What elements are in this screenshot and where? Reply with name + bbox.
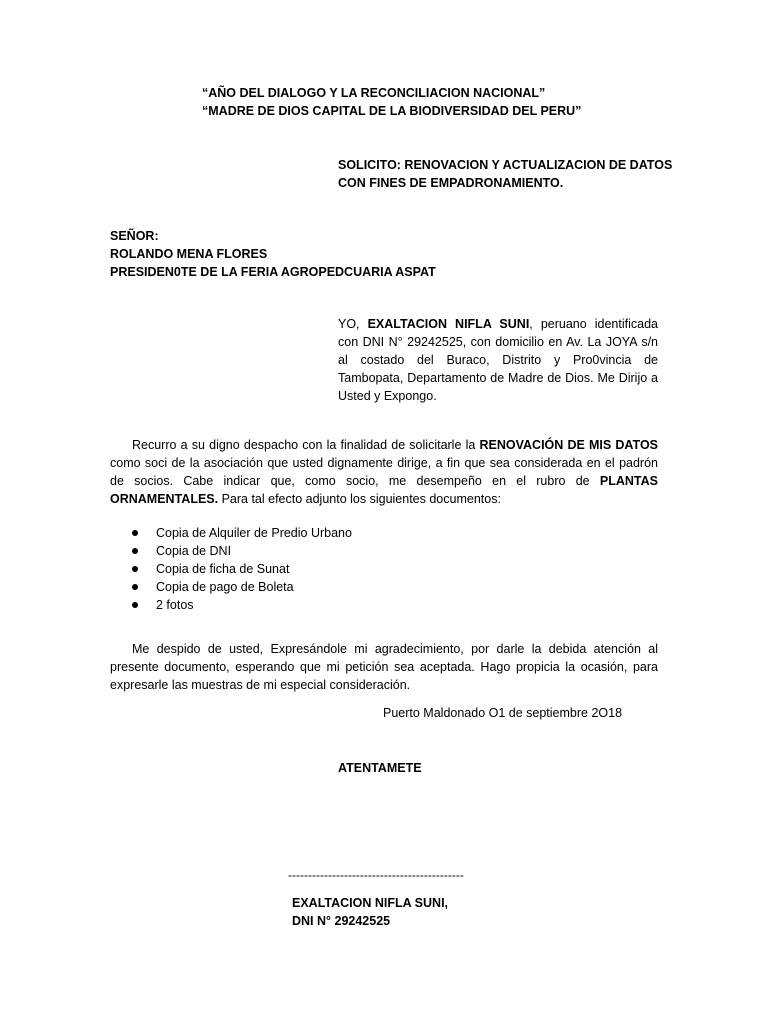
heading-line-1: “AÑO DEL DIALOGO Y LA RECONCILIACION NACIONAL”: [202, 86, 546, 100]
subject-line-2: CON FINES DE EMPADRONAMIENTO.: [338, 176, 564, 190]
intro-rest: , peruano identificada con DNI N° 29242525, con domicilio en Av. La JOYA s/n al costado del Buraco, Distrito y Pro0vincia de Tambopata, Departamento de Madre de Dios. Me Dirijo a Usted y Expongo.: [338, 317, 658, 403]
farewell-paragraph: Me despido de usted, Expresándole mi agradecimiento, por darle la debida atención al presente documento, esperando que mi petición sea aceptada. Hago propicia la ocasión, para expresarle las muestras de mi especial consideración.: [110, 642, 658, 692]
intro-name: EXALTACION NIFLA SUNI: [367, 317, 530, 331]
heading-line-2: “MADRE DE DIOS CAPITAL DE LA BIODIVERSIDAD DEL PERU”: [202, 104, 582, 118]
intro-prefix: YO,: [338, 317, 368, 331]
closing-text: ATENTAMETE: [338, 761, 422, 775]
request-paragraph: [110, 436, 658, 508]
signer-block: [292, 894, 592, 930]
bullet-icon: [132, 602, 138, 608]
addressee-salutation: SEÑOR:: [110, 229, 159, 243]
place-and-date: Puerto Maldonado O1 de septiembre 2O18: [383, 706, 623, 720]
request-part-3: Para tal efecto adjunto los siguientes documentos:: [218, 492, 501, 506]
signature-line: --------------------------------------------: [288, 868, 464, 882]
addressee-block: [110, 227, 670, 281]
request-bold-2: PLANTAS ORNAMENTALES.: [110, 474, 658, 506]
subject-line-1: SOLICITO: RENOVACION Y ACTUALIZACION DE DATOS: [338, 158, 673, 172]
bullet-icon: [132, 566, 138, 572]
request-part-1: Recurro a su digno despacho con la finalidad de solicitarle la: [132, 438, 480, 452]
bullet-icon: [132, 584, 138, 590]
intro-paragraph: [338, 315, 658, 405]
addressee-name: ROLANDO MENA FLORES: [110, 247, 268, 261]
subject-block: [338, 156, 678, 192]
addressee-role: PRESIDEN0TE DE LA FERIA AGROPEDCUARIA ASPAT: [110, 265, 436, 279]
list-item: 2 fotos: [110, 596, 510, 614]
bullet-icon: [132, 530, 138, 536]
signer-name: EXALTACION NIFLA SUNI,: [292, 896, 449, 910]
list-item: Copia de DNI: [110, 542, 510, 560]
list-item: Copia de Alquiler de Predio Urbano: [110, 524, 510, 542]
documents-list: [110, 524, 510, 614]
list-item: Copia de pago de Boleta: [110, 578, 510, 596]
list-item: Copia de ficha de Sunat: [110, 560, 510, 578]
request-bold-1: RENOVACIÓN DE MIS DATOS: [479, 438, 659, 452]
request-part-2: como soci de la asociación que usted dignamente dirige, a fin que sea considerada en el padrón de socios. Cabe indicar que, como socio, me desempeño en el rubro de: [110, 456, 658, 488]
signer-dni: DNI N° 29242525: [292, 914, 391, 928]
document-heading: [202, 84, 682, 120]
bullet-icon: [132, 548, 138, 554]
